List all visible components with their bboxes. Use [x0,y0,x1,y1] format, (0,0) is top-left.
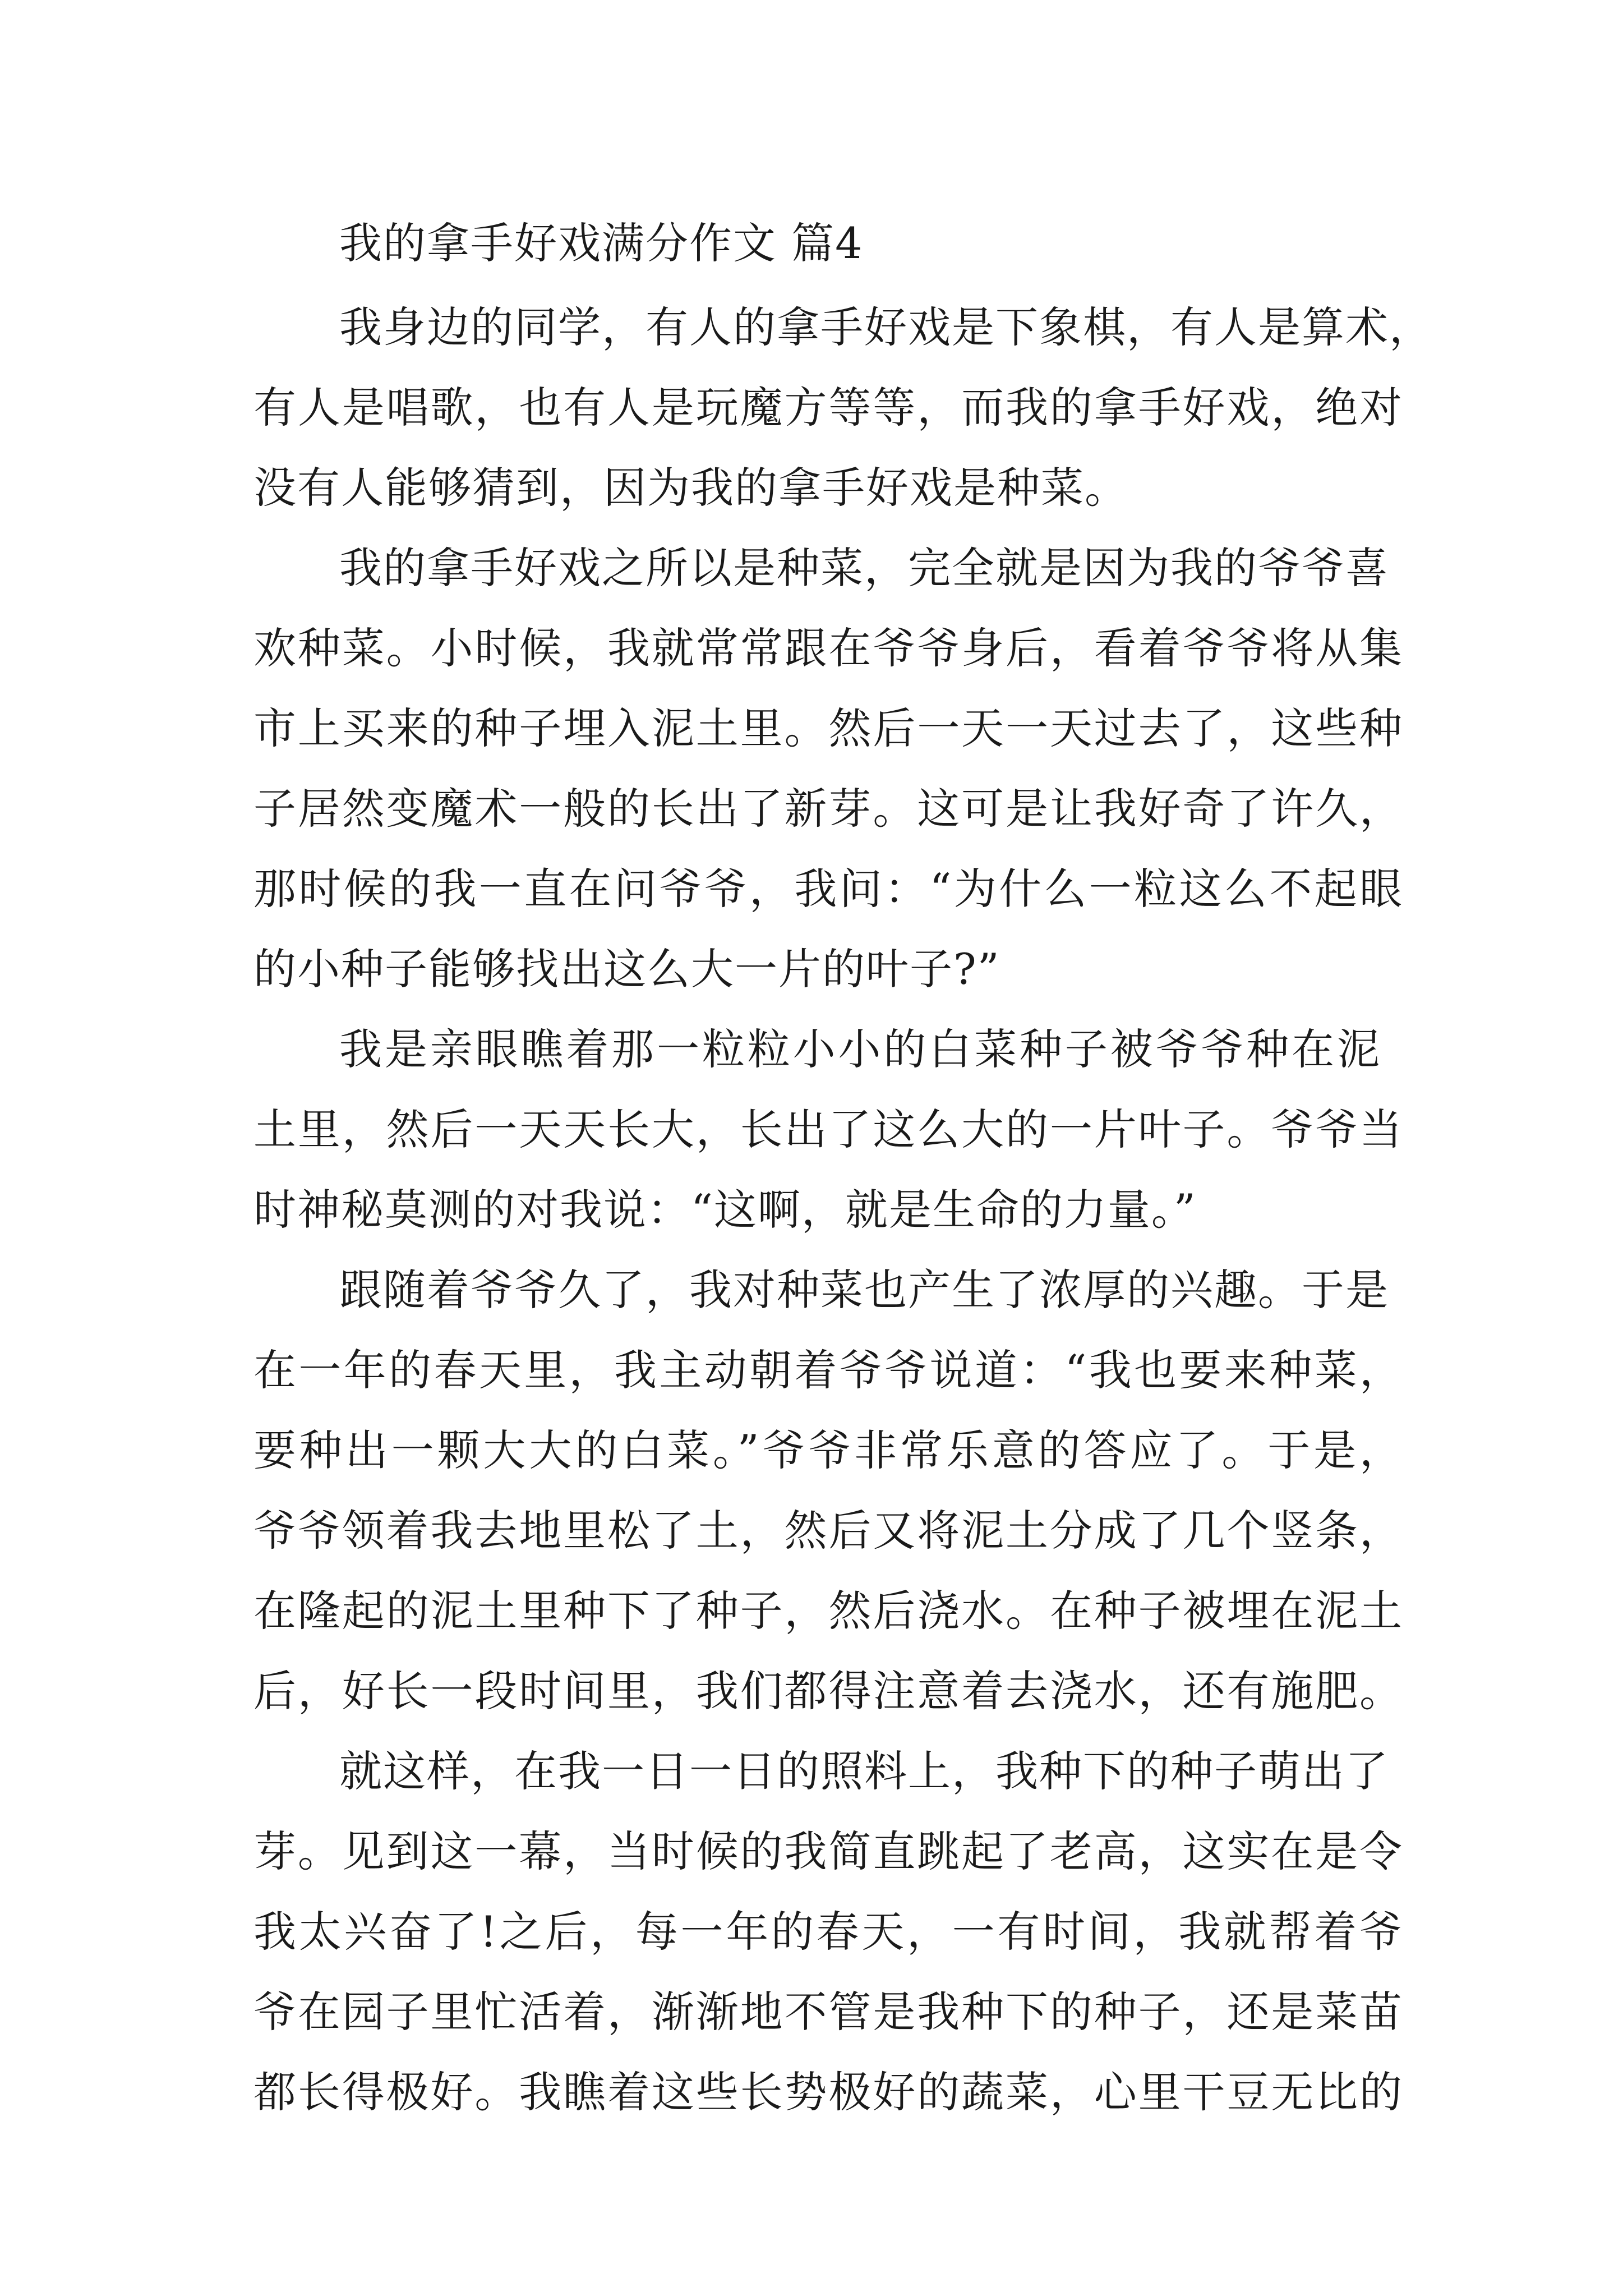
paragraph-line: 子居然变魔术一般的长出了新芽。这可是让我好奇了许久， [253,784,1403,834]
paragraph-line: 在隆起的泥土里种下了种子，然后浇水。在种子被埋在泥土 [253,1586,1403,1636]
paragraph-line: 那时候的我一直在问爷爷，我问：“为什么一粒这么不起眼 [253,864,1403,914]
paragraph-line: 有人是唱歌，也有人是玩魔方等等，而我的拿手好戏，绝对 [253,383,1403,432]
paragraph-line: 爷在园子里忙活着，渐渐地不管是我种下的种子，还是菜苗 [253,1987,1403,2037]
paragraph-line: 时神秘莫测的对我说：“这啊，就是生命的力量。” [253,1185,1197,1235]
paragraph-line: 芽。见到这一幕，当时候的我简直跳起了老高，这实在是令 [253,1826,1403,1876]
paragraph-line: 要种出一颗大大的白菜。”爷爷非常乐意的答应了。于是， [253,1425,1403,1475]
paragraph-line: 我是亲眼瞧着那一粒粒小小的白菜种子被爷爷种在泥 [339,1024,1381,1074]
paragraph-line: 我的拿手好戏之所以是种菜，完全就是因为我的爷爷喜 [339,543,1389,593]
paragraph-line: 爷爷领着我去地里松了土，然后又将泥土分成了几个竖条， [253,1506,1403,1556]
paragraph-line: 欢种菜。小时候，我就常常跟在爷爷身后，看着爷爷将从集 [253,623,1403,673]
paragraph-line: 土里，然后一天天长大，长出了这么大的一片叶子。爷爷当 [253,1105,1403,1154]
paragraph-line: 我太兴奋了!之后，每一年的春天，一有时间，我就帮着爷 [253,1907,1403,1957]
paragraph-line: 后，好长一段时间里，我们都得注意着去浇水，还有施肥。 [253,1666,1403,1716]
essay-title: 我的拿手好戏满分作文 篇4 [339,218,864,268]
paragraph-line: 都长得极好。我瞧着这些长势极好的蔬菜，心里干豆无比的 [253,2067,1403,2117]
paragraph-line: 没有人能够猜到，因为我的拿手好戏是种菜。 [253,463,1128,513]
paragraph-line: 的小种子能够找出这么大一片的叶子?” [253,944,1000,994]
paragraph-line: 我身边的同学，有人的拿手好戏是下象棋，有人是算术， [339,302,1433,352]
paragraph-line: 市上买来的种子埋入泥土里。然后一天一天过去了，这些种 [253,703,1403,753]
paragraph-line: 在一年的春天里，我主动朝着爷爷说道：“我也要来种菜， [253,1345,1403,1395]
paragraph-line: 就这样，在我一日一日的照料上，我种下的种子萌出了 [339,1746,1389,1796]
paragraph-line: 跟随着爷爷久了，我对种菜也产生了浓厚的兴趣。于是 [339,1265,1389,1315]
